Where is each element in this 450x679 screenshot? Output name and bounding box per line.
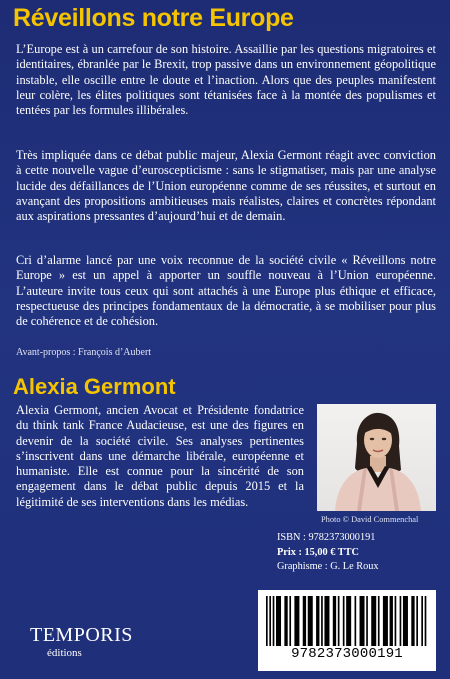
foreword-credit: Avant-propos : François d’Aubert <box>16 347 152 358</box>
barcode-bar <box>269 596 271 646</box>
publisher-subtitle: éditions <box>47 647 82 659</box>
barcode-bar <box>343 596 345 646</box>
barcode-bar <box>333 596 336 646</box>
barcode-bar <box>266 596 268 646</box>
barcode-bar <box>383 596 388 646</box>
paragraph-2: Très impliquée dans ce débat public majeur, Alexia Germont réagit avec conviction à cette nouvelle vague d’euroscepticisme : sans le stigmatiser, mais par une analyse lucide des défaillances de l’Union européenne comme de ses réussites, et surtout en avançant des propositions ambitieuses mais réalistes, claires et concrètes répondant aux aspirations pressantes d’aujourd’hui et de demain. <box>16 148 436 224</box>
barcode-bar <box>371 596 376 646</box>
barcode-bar <box>403 596 408 646</box>
barcode-bar <box>395 596 397 646</box>
author-portrait-icon <box>317 404 436 511</box>
barcode-bar <box>378 596 380 646</box>
barcode-bar <box>294 596 299 646</box>
barcode-bar <box>308 596 313 646</box>
barcode-bar <box>425 596 427 646</box>
barcode-bar <box>289 596 291 646</box>
barcode-bar <box>360 596 365 646</box>
book-title: Réveillons notre Europe <box>13 4 294 32</box>
price-text: Prix : 15,00 € TTC <box>277 546 359 558</box>
barcode-bar <box>355 596 357 646</box>
book-meta <box>277 531 379 575</box>
barcode-bar <box>276 596 281 646</box>
barcode-icon <box>266 596 428 646</box>
publisher-logo: TEMPORIS <box>30 624 133 646</box>
barcode-bar <box>390 596 393 646</box>
isbn-text: ISBN : 9782373000191 <box>277 532 376 543</box>
barcode-bar <box>421 596 423 646</box>
barcode-digits: 9782373000191 <box>291 646 403 662</box>
barcode-bar <box>416 596 418 646</box>
paragraph-3: Cri d’alarme lancé par une voix reconnue de la société civile « Réveillons notre Europe » est un appel à apporter un souffle nouveau à l’Union européenne. L’auteure invite tous ceux qui sont attachés à une Europe plus éthique et efficace, respectueuse des principes fondamentaux de la démocratie, à se mobiliser pour plus de cohérence et de cohésion. <box>16 253 436 329</box>
barcode-bar <box>324 596 329 646</box>
barcode-bar <box>284 596 287 646</box>
barcode-bar <box>400 596 402 646</box>
photo-credit: Photo © David Commenchal <box>321 515 419 524</box>
author-bio: Alexia Germont, ancien Avocat et Présidente fondatrice du think tank France Audacieuse, est une des figures en devenir de la société civile. Ses analyses pertinentes s’inscrivent dans une démarche libérale, européenne et humaniste. Elle est connue pour la sincérité de son engagement dans le débat public depuis 2015 et la légitimité de ses interventions dans les médias. <box>16 403 304 509</box>
author-photo <box>317 404 436 511</box>
design-credit: Graphisme : G. Le Roux <box>277 561 379 572</box>
barcode-bar <box>316 596 319 646</box>
barcode-bar <box>321 596 323 646</box>
barcode-bar <box>411 596 414 646</box>
barcode-bar <box>303 596 306 646</box>
barcode-bar <box>366 596 368 646</box>
paragraph-1: L’Europe est à un carrefour de son histoire. Assaillie par les questions migratoires et identitaires, ébranlée par le Brexit, trop passive dans un environnement géopolitique instable, elle oscille entre le doute et l’inaction. Alors que des peuples manifestent leur colère, les élites politiques sont tétanisées face à la montée des populismes et tentées par les formules illibérales. <box>16 42 436 118</box>
barcode <box>258 590 436 671</box>
author-heading: Alexia Germont <box>13 374 176 399</box>
barcode-bar <box>338 596 340 646</box>
barcode-bar <box>346 596 351 646</box>
barcode-bar <box>273 596 275 646</box>
